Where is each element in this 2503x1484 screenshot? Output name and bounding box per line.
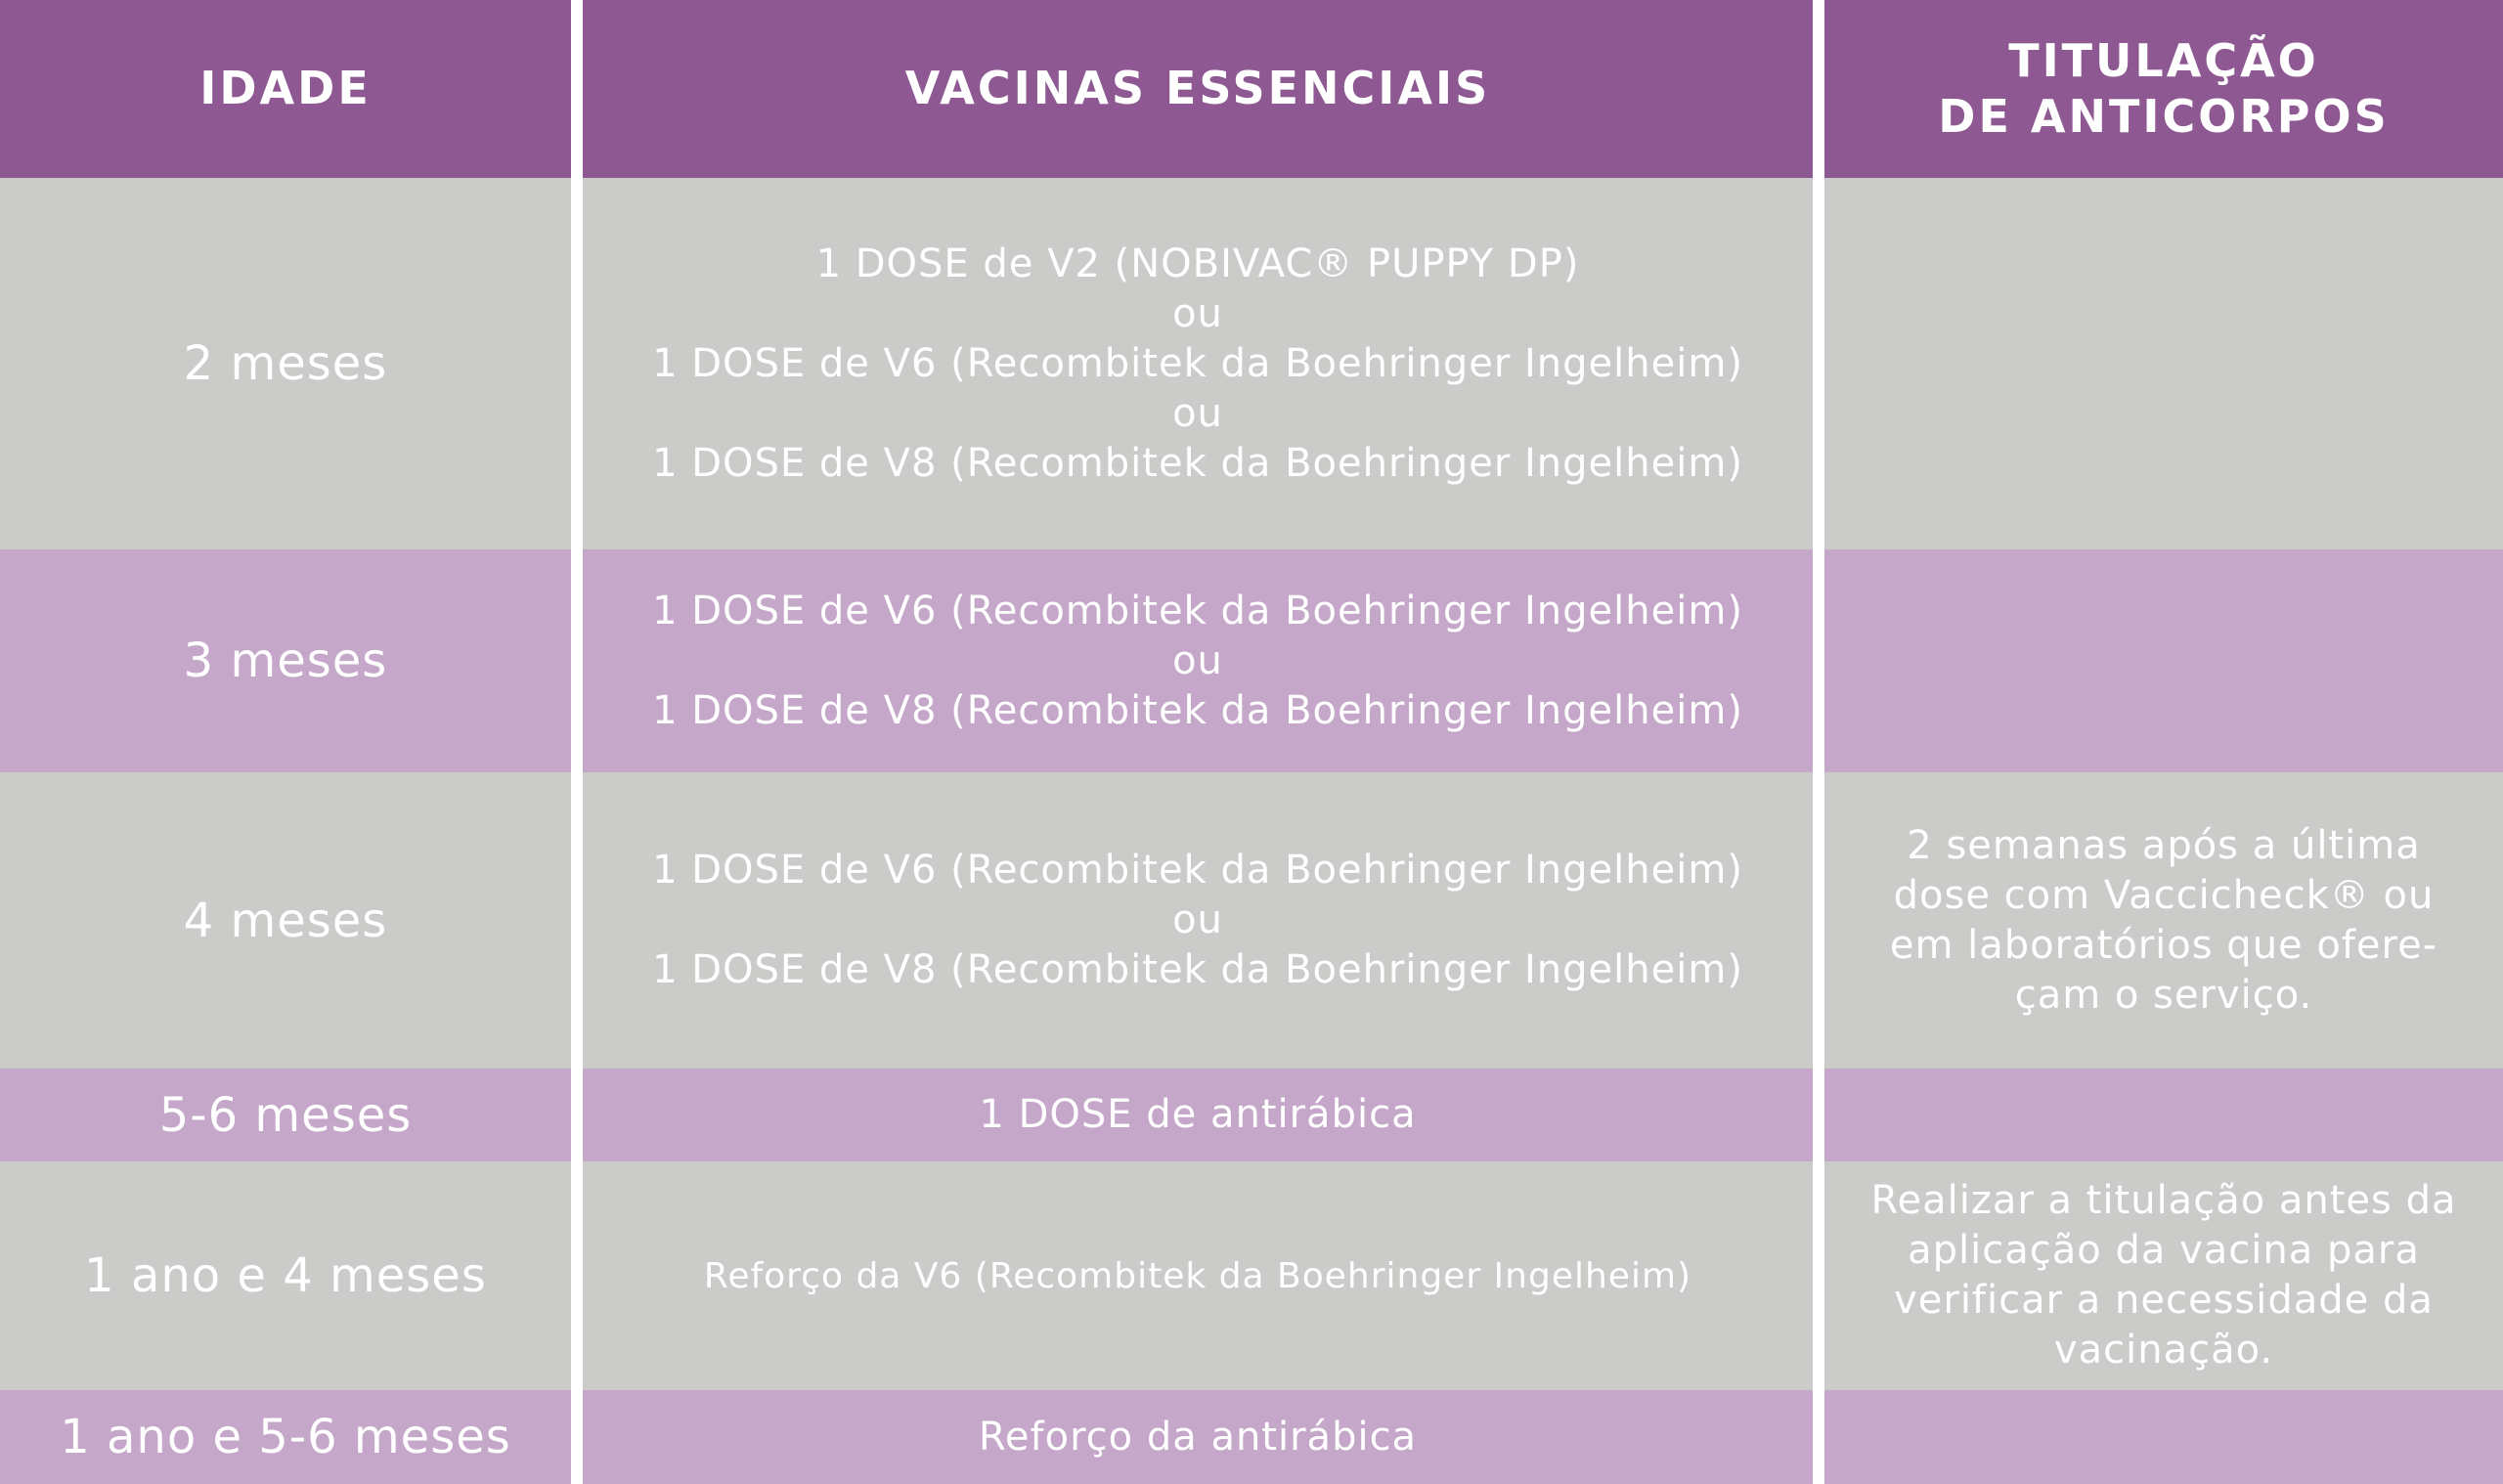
age-label: 5-6 meses: [158, 1087, 413, 1143]
row-vaccines: [583, 549, 1813, 772]
row-age: [0, 1390, 571, 1484]
age-label: 1 ano e 4 meses: [84, 1248, 487, 1303]
row-vaccines: [583, 1390, 1813, 1484]
vaccine-line: 1 DOSE de V8 (Recombitek da Boehringer Ingelheim): [652, 440, 1743, 486]
row-age: [0, 178, 571, 549]
vaccine-line: 1 DOSE de antirábica: [979, 1092, 1417, 1137]
vaccine-line: ou: [1172, 290, 1223, 336]
vaccine-line: 1 DOSE de V8 (Recombitek da Boehringer Ingelheim): [652, 947, 1743, 992]
row-titration: [1824, 549, 2503, 772]
vaccine-line: ou: [1172, 897, 1223, 942]
age-label: 3 meses: [183, 633, 388, 688]
row-age: [0, 772, 571, 1069]
header-titration: [1824, 0, 2503, 178]
age-label: 2 meses: [183, 336, 388, 391]
vaccine-line: 1 DOSE de V6 (Recombitek da Boehringer Ingelheim): [652, 340, 1743, 386]
titration-text: Realizar a titulação antes da aplicação da vacina para verificar a necessidade da vacinação.: [1870, 1178, 2457, 1373]
header-vaccines: [583, 0, 1813, 178]
row-vaccines: [583, 178, 1813, 549]
age-label: 1 ano e 5-6 meses: [60, 1410, 511, 1464]
age-label: 4 meses: [183, 893, 388, 948]
vaccine-line: ou: [1172, 637, 1223, 683]
vaccine-line: 1 DOSE de V6 (Recombitek da Boehringer Ingelheim): [652, 848, 1743, 893]
row-titration: [1824, 1161, 2503, 1390]
header-titration-line2: DE ANTICORPOS: [1938, 90, 2390, 143]
vaccine-line: 1 DOSE de V8 (Recombitek da Boehringer Ingelheim): [652, 687, 1743, 733]
vaccine-line: Reforço da V6 (Recombitek da Boehringer Ingelheim): [703, 1255, 1692, 1296]
vaccine-line: 1 DOSE de V6 (Recombitek da Boehringer Ingelheim): [652, 588, 1743, 633]
row-vaccines: [583, 772, 1813, 1069]
header-titration-line1: TITULAÇÃO: [2008, 33, 2319, 87]
row-age: [0, 1069, 571, 1161]
vaccine-line: Reforço da antirábica: [978, 1414, 1418, 1460]
vaccine-line: 1 DOSE de V2 (NOBIVAC® PUPPY DP): [815, 240, 1580, 286]
row-titration: [1824, 1069, 2503, 1161]
row-titration: [1824, 772, 2503, 1069]
header-vaccines-label: VACINAS ESSENCIAIS: [904, 62, 1491, 115]
row-titration: [1824, 178, 2503, 549]
header-age-label: IDADE: [199, 62, 372, 115]
titration-text: 2 semanas após a última dose com Vaccicheck® ou em laboratórios que ofere-çam o serviço.: [1889, 822, 2438, 1018]
header-age: [0, 0, 571, 178]
row-vaccines: [583, 1069, 1813, 1161]
vaccine-line: ou: [1172, 390, 1223, 436]
row-age: [0, 1161, 571, 1390]
row-age: [0, 549, 571, 772]
row-vaccines: [583, 1161, 1813, 1390]
row-titration: [1824, 1390, 2503, 1484]
